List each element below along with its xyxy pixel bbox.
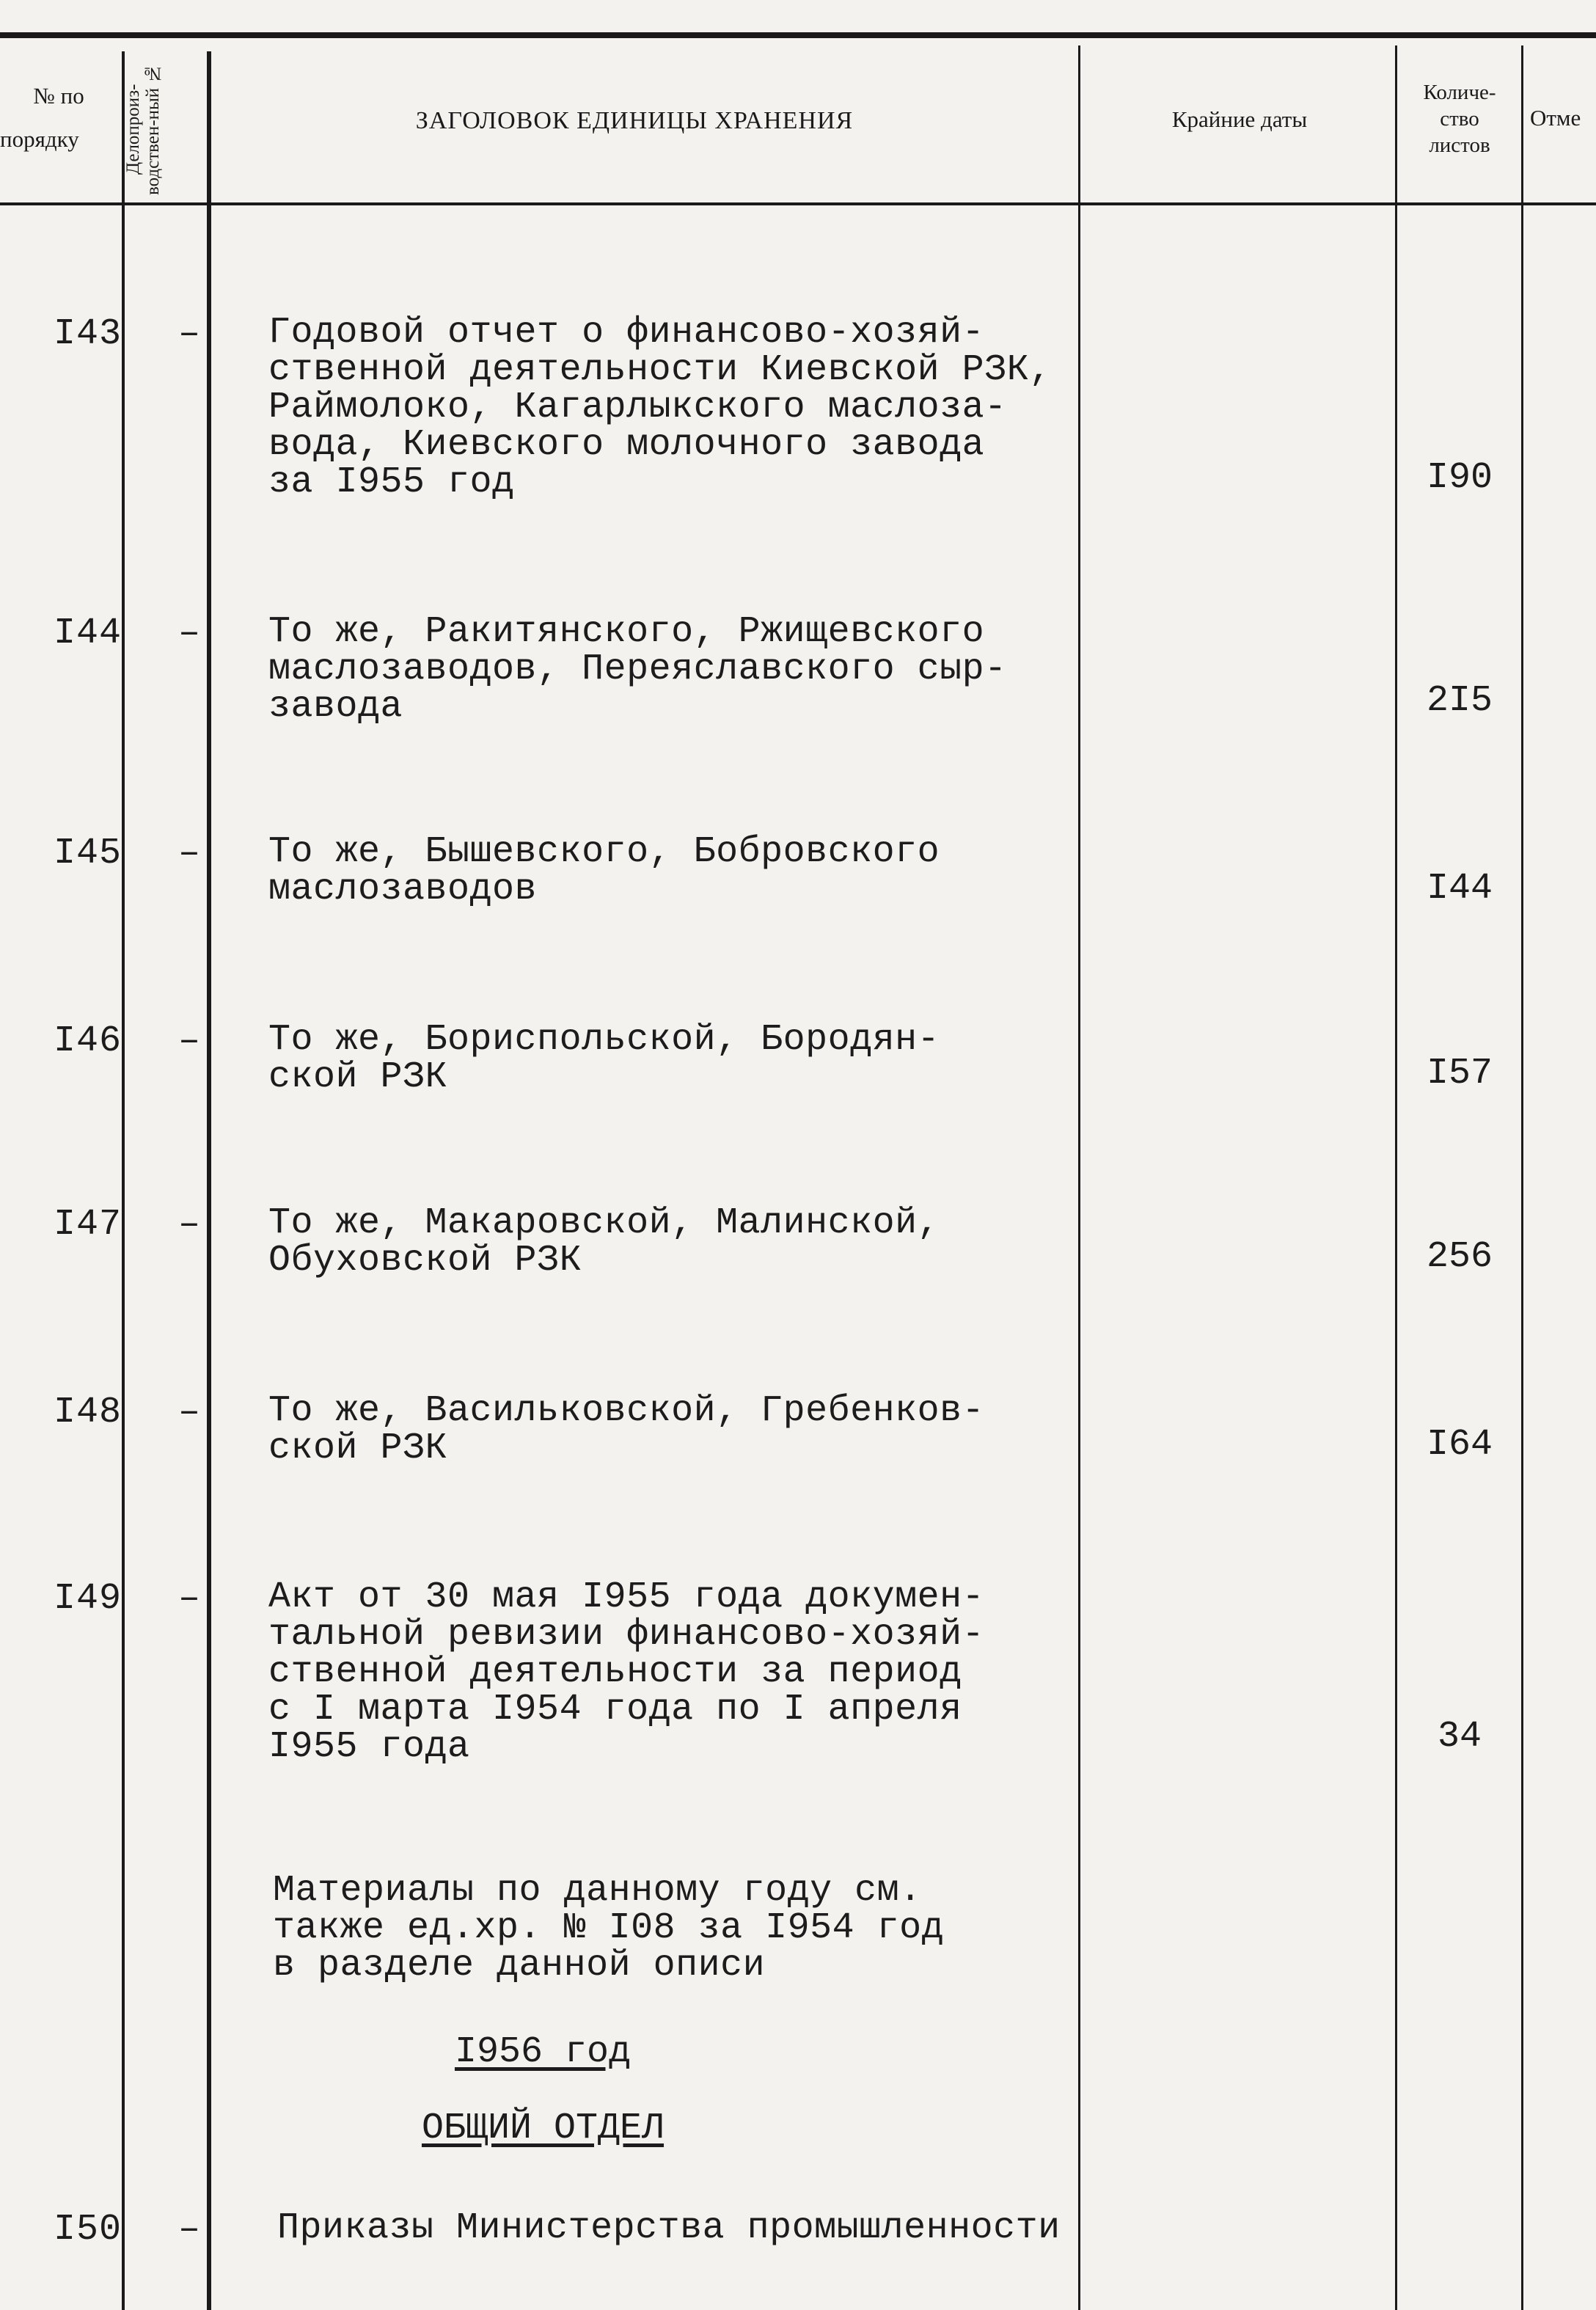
row-title: То же, Ракитянского, Ржищевского маслозаводов, Переяславского сыр- завода (268, 611, 1007, 728)
col-divider-3 (1078, 45, 1080, 2310)
row-office-no: – (177, 1204, 200, 1246)
header-col-title: ЗАГОЛОВОК ЕДИНИЦЫ ХРАНЕНИЯ (415, 107, 854, 134)
col-divider-5 (1521, 45, 1523, 2310)
row-number: I47 (53, 1204, 122, 1246)
header-col-sheets-line3: листов (1429, 134, 1490, 157)
header-col-sheets-line1: Количе- (1423, 81, 1496, 104)
col-divider-4 (1395, 45, 1397, 2310)
row-number: I43 (53, 313, 122, 355)
row-sheets: 2I5 (1426, 680, 1493, 722)
row-title: Приказы Министерства промышленности (277, 2207, 1061, 2249)
row-title: Акт от 30 мая I955 года докумен- тальной ревизии финансово-хозяй- ственной деятельности за период с I марта I954 года по I апреля I955 года (268, 1576, 985, 1768)
section-year-heading: I956 год (454, 2031, 632, 2073)
header-col-number-line1: № по (33, 83, 84, 109)
row-sheets: I57 (1426, 1053, 1493, 1094)
col-divider-2 (207, 51, 211, 2310)
col-divider-1 (122, 51, 125, 2310)
row-sheets: I90 (1426, 457, 1493, 499)
row-number: I50 (53, 2209, 122, 2251)
header-bottom-rule (0, 202, 1596, 205)
row-number: I48 (53, 1392, 122, 1433)
row-office-no: – (177, 1392, 200, 1433)
header-col-number-line2: порядку (0, 126, 79, 152)
top-rule (0, 32, 1596, 38)
row-number: I44 (53, 613, 122, 654)
row-office-no: – (177, 833, 200, 874)
header-col-dates: Крайние даты (1171, 106, 1308, 132)
row-title: То же, Васильковской, Гребенков- ской РЗК (268, 1390, 985, 1469)
row-office-no: – (177, 1020, 200, 1062)
row-office-no: – (177, 2209, 200, 2251)
row-sheets: 34 (1437, 1716, 1482, 1758)
row-title: Годовой отчет о финансово-хозяй- ственной деятельности Киевской РЗК, Раймолоко, Кагарлыкского маслоза- вода, Киевского молочного завода за I955 год (268, 312, 1052, 503)
header-col-sheets (1399, 79, 1520, 158)
header-col-sheets-line2: ство (1440, 107, 1479, 131)
header-col-number (0, 82, 117, 153)
row-number: I45 (53, 833, 122, 874)
row-office-no: – (177, 313, 200, 355)
row-title: То же, Макаровской, Малинской, Обуховской РЗК (268, 1202, 940, 1282)
row-sheets: I44 (1426, 868, 1493, 910)
row-number: I46 (53, 1020, 122, 1062)
section-department-heading: ОБЩИЙ ОТДЕЛ (421, 2108, 665, 2149)
row-number: I49 (53, 1578, 122, 1620)
header-col-notes: Отме (1530, 105, 1581, 131)
row-office-no: – (177, 1578, 200, 1620)
row-office-no: – (177, 613, 200, 654)
row-title: То же, Бориспольской, Бородян- ской РЗК (268, 1019, 940, 1098)
row-sheets: 256 (1426, 1236, 1493, 1278)
row-title: То же, Бышевского, Бобровского маслозаводов (268, 831, 940, 910)
header-col-office-no: Делопроиз-водствен-ный № (123, 63, 163, 195)
row-sheets: I64 (1426, 1424, 1493, 1466)
cross-reference-note: Материалы по данному году см. также ед.хр. № I08 за I954 год в разделе данной описи (273, 1870, 945, 1986)
